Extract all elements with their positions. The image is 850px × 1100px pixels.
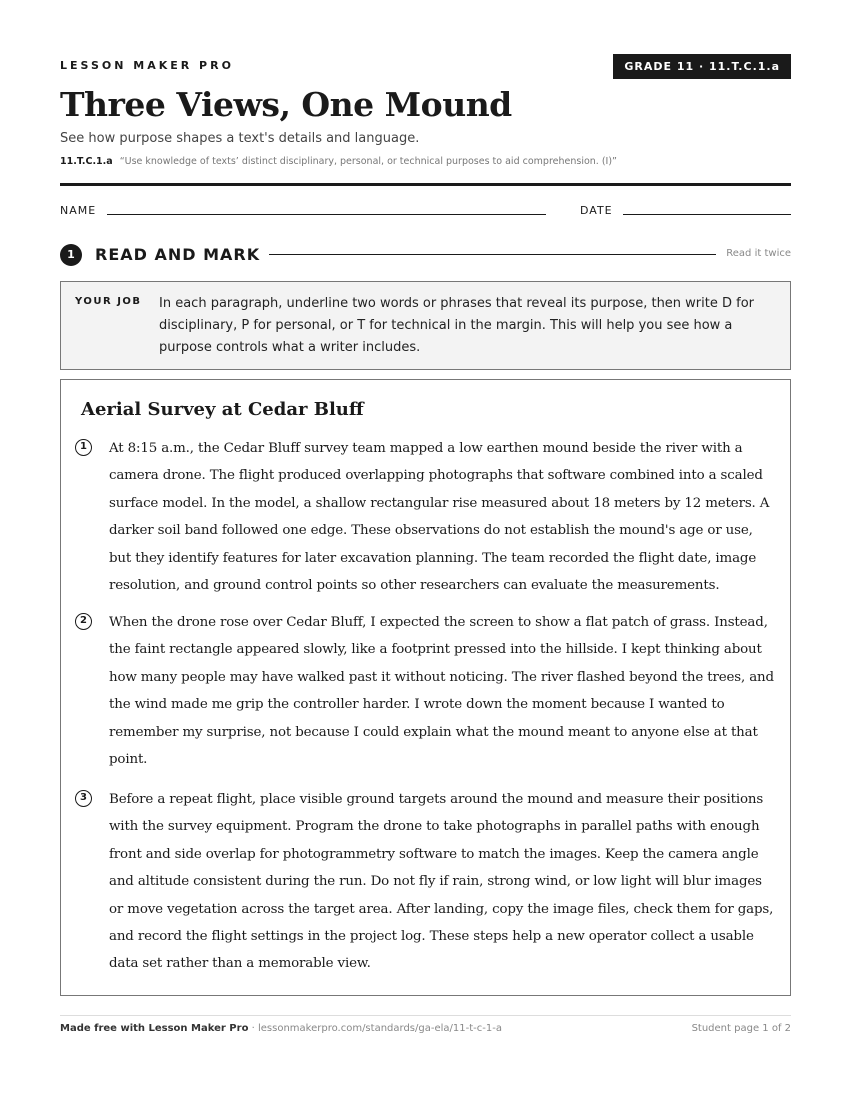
instructions-text: In each paragraph, underline two words or phrases that reveal its purpose, then write D for disciplinary, P for personal, or T for technical in the margin. This will help you see how a purpose controls what a writer includes. — [159, 296, 755, 355]
brand-name: LESSON MAKER PRO — [60, 59, 234, 72]
standard-code: 11.T.C.1.a — [60, 156, 113, 167]
date-field[interactable] — [623, 214, 791, 215]
paragraph-number: 2 — [75, 613, 92, 630]
paragraph-text: When the drone rose over Cedar Bluff, I expected the screen to show a flat patch of grass. Instead, the faint rectangle appeared slowly, like a footprint pressed into the hillside. I kept thinking about how many people may have walked past it without noticing. The river flashed beyond the trees, and the wind made me grip the controller harder. I wrote down the moment because I wanted to remember my surprise, not because I could explain what the mound meant to anyone else at that point. — [109, 615, 774, 768]
name-field[interactable] — [107, 214, 546, 215]
date-label: DATE — [580, 204, 613, 217]
instructions-box — [60, 281, 791, 370]
page-title: Three Views, One Mound — [60, 85, 512, 124]
section-title: READ AND MARK — [95, 245, 261, 264]
footer-divider — [60, 1015, 791, 1016]
reading-passage-box — [60, 379, 791, 996]
paragraph-number: 3 — [75, 790, 92, 807]
section-note: Read it twice — [726, 248, 791, 259]
grade-badge: GRADE 11 · 11.T.C.1.a — [613, 54, 791, 79]
instructions-label: YOUR JOB — [75, 296, 142, 307]
standard-line — [60, 156, 617, 167]
footer-page-number: Student page 1 of 2 — [691, 1023, 791, 1034]
section-number-badge: 1 — [60, 244, 82, 266]
paragraph-number: 1 — [75, 439, 92, 456]
paragraph-text: Before a repeat flight, place visible ground targets around the mound and measure their positions with the survey equipment. Program the drone to take photographs in parallel paths with enough front and side overlap for photogrammetry software to match the images. Keep the camera angle and altitude consistent during the run. Do not fly if rain, strong wind, or low light will blur images or move vegetation across the target area. After landing, copy the image files, check them for gaps, and record the flight settings in the project log. These steps help a new operator collect a usable data set rather than a memorable view. — [109, 792, 774, 972]
footer-made-with: Made free with Lesson Maker Pro — [60, 1023, 249, 1034]
standard-text: “Use knowledge of texts’ distinct disciplinary, personal, or technical purposes to aid comprehension. (I)” — [119, 156, 617, 167]
header-divider — [60, 183, 791, 186]
footer-credit — [60, 1023, 502, 1034]
name-label: NAME — [60, 204, 97, 217]
section-divider — [269, 254, 716, 255]
passage-title: Aerial Survey at Cedar Bluff — [81, 399, 364, 420]
page-subtitle: See how purpose shapes a text's details and language. — [60, 131, 420, 146]
paragraph-text: At 8:15 a.m., the Cedar Bluff survey team mapped a low earthen mound beside the river with a camera drone. The flight produced overlapping photographs that software combined into a scaled surface model. In the model, a shallow rectangular rise measured about 18 meters by 12 meters. A darker soil band followed one edge. These observations do not establish the mound's age or use, but they identify features for later excavation planning. The team recorded the flight date, image resolution, and ground control points so other researchers can evaluate the measurements. — [109, 441, 770, 594]
footer-url[interactable]: · lessonmakerpro.com/standards/ga-ela/11-t-c-1-a — [248, 1023, 502, 1034]
